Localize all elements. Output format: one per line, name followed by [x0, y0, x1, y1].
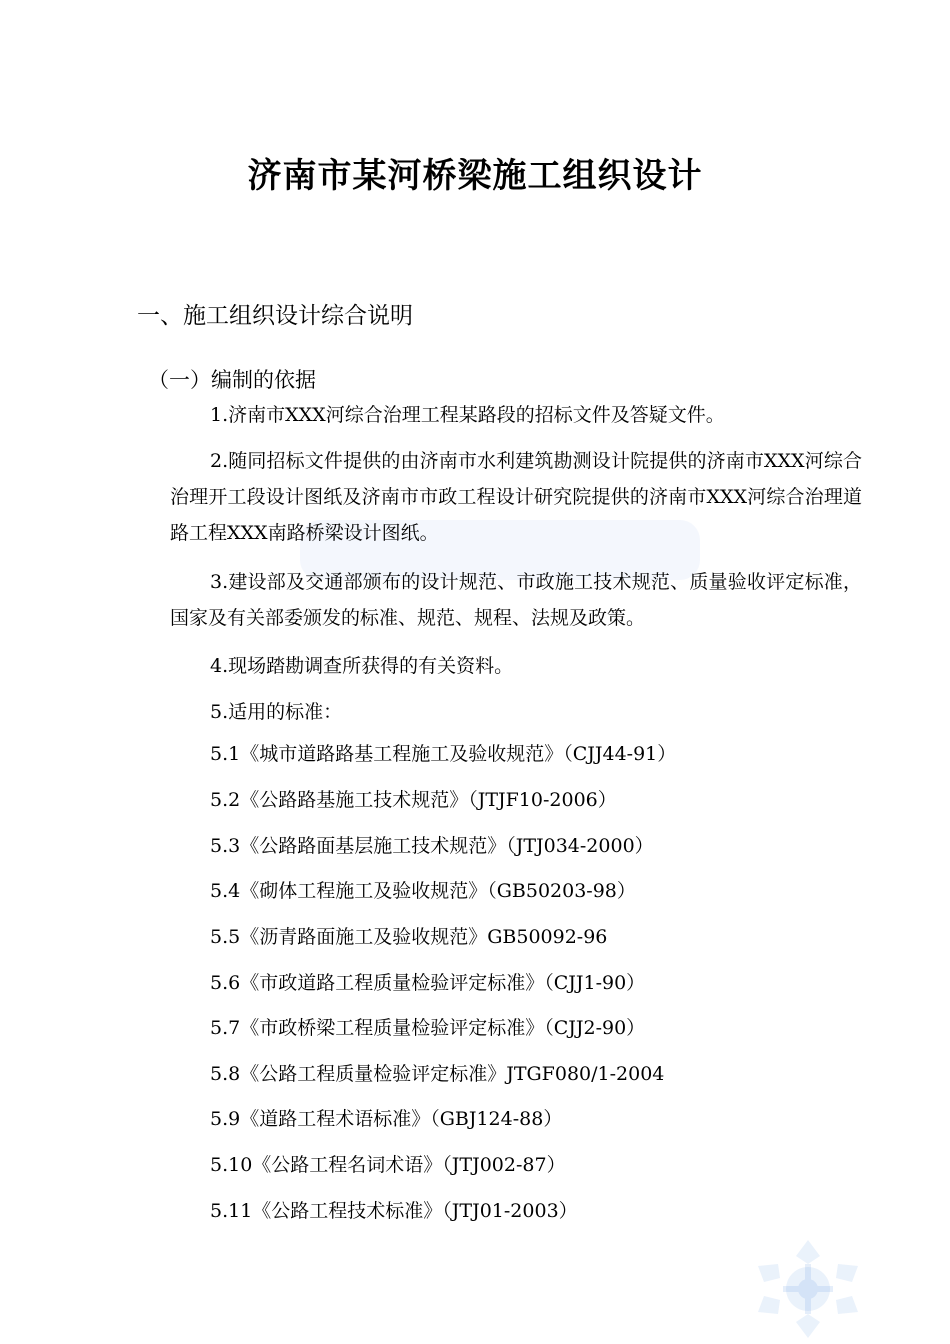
- standard-item-5-11: 5.11《公路工程技术标准》（JTJ01-2003）: [210, 1200, 578, 1222]
- document-title: 济南市某河桥梁施工组织设计: [247, 156, 703, 196]
- snowflake-logo-icon: [748, 1234, 868, 1344]
- basis-paragraph-2: 2.随同招标文件提供的由济南市水利建筑勘测设计院提供的济南市XXX河综合治理开工段设计图纸及济南市市政工程设计研究院提供的济南市XXX河综合治理道路工程XXX南路桥梁设计图纸。: [170, 450, 862, 544]
- standard-item-5-4: 5.4《砌体工程施工及验收规范》（GB50203-98）: [210, 880, 636, 902]
- standard-item-5-2: 5.2《公路路基施工技术规范》（JTJF10-2006）: [210, 789, 617, 811]
- section-heading: 一、施工组织设计综合说明: [137, 303, 413, 329]
- standard-item-5-3: 5.3《公路路面基层施工技术规范》（JTJ034-2000）: [210, 835, 654, 857]
- standard-item-5-5: 5.5《沥青路面施工及验收规范》GB50092-96: [210, 926, 608, 948]
- standard-item-5-7: 5.7《市政桥梁工程质量检验评定标准》（CJJ2-90）: [210, 1017, 646, 1039]
- basis-paragraph-5: 5.适用的标准：: [210, 701, 343, 723]
- standard-item-5-8: 5.8《公路工程质量检验评定标准》JTGF080/1-2004: [210, 1063, 665, 1085]
- standard-item-5-9: 5.9《道路工程术语标准》（GBJ124-88）: [210, 1108, 563, 1130]
- standard-item-5-1: 5.1《城市道路路基工程施工及验收规范》（CJJ44-91）: [210, 743, 677, 765]
- subsection-heading: （一）编制的依据: [148, 368, 316, 392]
- basis-paragraph-1: 1.济南市XXX河综合治理工程某路段的招标文件及答疑文件。: [210, 404, 725, 426]
- standard-item-5-10: 5.10《公路工程名词术语》（JTJ002-87）: [210, 1154, 566, 1176]
- basis-paragraph-3: 3.建设部及交通部颁布的设计规范、市政施工技术规范、质量验收评定标准，国家及有关部委颁发的标准、规范、规程、法规及政策。: [170, 571, 862, 629]
- standard-item-5-6: 5.6《市政道路工程质量检验评定标准》（CJJ1-90）: [210, 972, 646, 994]
- basis-paragraph-4: 4.现场踏勘调查所获得的有关资料。: [210, 655, 514, 677]
